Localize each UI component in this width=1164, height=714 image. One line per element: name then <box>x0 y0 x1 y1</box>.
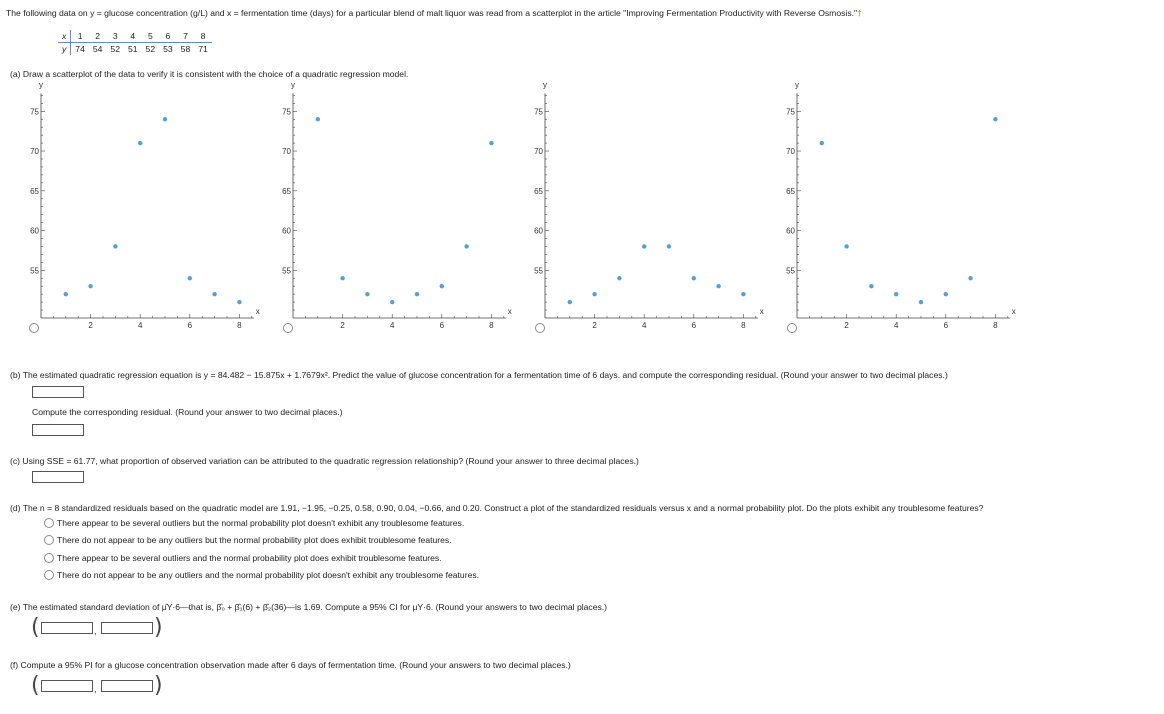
plot-option-1-radio[interactable] <box>29 323 39 333</box>
table-cell: 53 <box>163 44 173 54</box>
part-d-question: (d) The n = 8 standardized residuals based on the quadratic model are 1.91, −1.95, −0.25, 0.58, 0.90, 0.04, −0.66, and 0.20. Construct a plot of the standardized residuals versus x and a normal probability plot. Do the plots exhibit any troublesome features? <box>10 503 984 513</box>
table-cell: 74 <box>75 44 85 54</box>
plot-option-2-radio[interactable] <box>283 323 293 333</box>
table-cell: 58 <box>180 44 191 54</box>
y-tick-label: 75 <box>786 107 795 117</box>
data-point <box>390 300 394 304</box>
data-point <box>188 276 192 280</box>
y-tick-label: 55 <box>282 266 291 276</box>
data-point <box>365 292 369 296</box>
intro-sentence: The following data on y = glucose concentration (g/L) and x = fermentation time (days) for a particular blend of malt liquor was read from a scatterplot in the article "Improving Fermentation Productivity with Reverse Osmosis." <box>6 8 858 18</box>
y-tick-label: 55 <box>786 266 795 276</box>
part-b-residual-prompt: Compute the corresponding residual. (Round your answer to two decimal places.) <box>32 407 343 417</box>
y-tick-label: 75 <box>534 107 543 117</box>
x-tick-label: 4 <box>137 321 143 330</box>
y-tick-label: 60 <box>786 226 795 236</box>
scatterplot-option-1 <box>30 80 280 334</box>
ci-lower-input[interactable] <box>41 622 93 634</box>
data-point <box>919 300 923 304</box>
data-point <box>617 276 621 280</box>
table-row-x <box>58 30 212 43</box>
ci-open-paren: ( <box>31 615 40 640</box>
table-cell: 4 <box>124 30 142 43</box>
footnote-dagger: † <box>857 8 862 18</box>
y-tick-label: 60 <box>534 226 543 236</box>
table-cell: 52 <box>110 44 120 54</box>
pi-open-paren: ( <box>31 673 40 698</box>
x-axis-label: x <box>255 307 260 316</box>
data-point <box>88 284 92 288</box>
y-tick-label: 70 <box>786 147 795 157</box>
table-cell: 6 <box>159 30 177 43</box>
x-tick-label: 8 <box>489 321 494 330</box>
y-tick-label: 65 <box>30 186 39 196</box>
x-tick-label: 4 <box>641 321 647 330</box>
data-point <box>212 292 216 296</box>
table-header-x: x <box>58 30 71 43</box>
x-tick-label: 4 <box>389 321 395 330</box>
proportion-input[interactable] <box>32 471 84 483</box>
data-point <box>944 292 948 296</box>
pi-upper-input[interactable] <box>101 680 153 692</box>
pi-close-paren: ) <box>154 673 163 698</box>
data-point <box>64 292 68 296</box>
y-tick-label: 60 <box>30 226 39 236</box>
data-point <box>869 284 873 288</box>
x-tick-label: 2 <box>340 321 345 330</box>
ci-comma: , <box>94 626 97 636</box>
table-header-y: y <box>58 43 71 56</box>
part-d-option-1-label: There appear to be several outliers but the normal probability plot doesn't exhibit any troublesome features. <box>57 518 465 528</box>
part-d-option-4-label: There do not appear to be any outliers and the normal probability plot doesn't exhibit any troublesome features. <box>57 570 480 580</box>
ci-upper-input[interactable] <box>101 622 153 634</box>
data-point <box>592 292 596 296</box>
intro-text <box>6 8 862 18</box>
residual-input[interactable] <box>32 424 84 436</box>
part-d-option-2-radio[interactable] <box>44 535 54 545</box>
data-point <box>316 117 320 121</box>
data-point <box>138 141 142 145</box>
part-d-option-2-label: There do not appear to be any outliers but the normal probability plot does exhibit troublesome features. <box>57 535 452 545</box>
data-point <box>894 292 898 296</box>
y-axis-label: y <box>291 80 295 90</box>
table-cell: 3 <box>106 30 124 43</box>
x-axis-label: x <box>1011 307 1016 316</box>
table-cell: 1 <box>71 30 89 43</box>
table-row-y <box>58 43 212 56</box>
data-point <box>340 276 344 280</box>
pi-comma: , <box>94 684 97 694</box>
table-cell: 5 <box>142 30 160 43</box>
y-tick-label: 55 <box>534 266 543 276</box>
y-axis-label: y <box>543 80 547 90</box>
prediction-input[interactable] <box>32 386 84 398</box>
data-point <box>844 244 848 248</box>
pi-lower-input[interactable] <box>41 680 93 692</box>
data-point <box>692 276 696 280</box>
y-tick-label: 75 <box>282 107 291 117</box>
x-tick-label: 2 <box>844 321 849 330</box>
x-tick-label: 6 <box>187 321 193 330</box>
plot-option-4-radio[interactable] <box>787 323 797 333</box>
data-point <box>820 141 824 145</box>
x-tick-label: 2 <box>592 321 597 330</box>
part-d-option-3-label: There appear to be several outliers and the normal probability plot does exhibit troublesome features. <box>57 553 442 563</box>
x-tick-label: 4 <box>893 321 899 330</box>
y-tick-label: 70 <box>30 147 39 157</box>
plot-option-3-radio[interactable] <box>535 323 545 333</box>
y-tick-label: 75 <box>30 107 39 117</box>
data-point <box>642 244 646 248</box>
data-point <box>163 117 167 121</box>
x-tick-label: 6 <box>439 321 445 330</box>
part-d-option-1-radio[interactable] <box>44 518 54 528</box>
table-cell: 7 <box>177 30 195 43</box>
data-point <box>440 284 444 288</box>
part-d-option-4-radio[interactable] <box>44 570 54 580</box>
data-point <box>716 284 720 288</box>
data-table <box>58 30 212 55</box>
scatterplot-option-3 <box>534 80 784 334</box>
y-tick-label: 70 <box>282 147 291 157</box>
table-cell: 51 <box>127 44 138 54</box>
y-tick-label: 65 <box>534 186 543 196</box>
y-tick-label: 55 <box>30 266 39 276</box>
table-cell: 52 <box>145 44 156 54</box>
part-b-question: (b) The estimated quadratic regression equation is y = 84.482 − 15.875x + 1.7679x². Predict the value of glucose concentration for a fermentation time of 6 days. and compute the corresponding residual. (Round your answer to two decimal places.) <box>10 370 948 380</box>
data-point <box>489 141 493 145</box>
scatterplot-option-4 <box>786 80 1036 334</box>
y-axis-label: y <box>795 80 799 90</box>
data-point <box>464 244 468 248</box>
x-tick-label: 6 <box>691 321 697 330</box>
y-tick-label: 60 <box>282 226 291 236</box>
x-tick-label: 8 <box>741 321 746 330</box>
ci-close-paren: ) <box>154 615 163 640</box>
part-f-question: (f) Compute a 95% PI for a glucose concentration observation made after 6 days of fermentation time. (Round your answers to two decimal places.) <box>10 660 571 670</box>
y-tick-label: 70 <box>534 147 543 157</box>
x-tick-label: 6 <box>943 321 949 330</box>
y-tick-label: 65 <box>786 186 795 196</box>
x-axis-label: x <box>759 307 764 316</box>
table-cell: 8 <box>194 30 212 43</box>
scatterplot-option-2 <box>282 80 532 334</box>
data-point <box>667 244 671 248</box>
data-point <box>993 117 997 121</box>
data-point <box>415 292 419 296</box>
data-point <box>568 300 572 304</box>
x-tick-label: 8 <box>993 321 998 330</box>
data-point <box>968 276 972 280</box>
x-tick-label: 8 <box>237 321 242 330</box>
y-tick-label: 65 <box>282 186 291 196</box>
x-axis-label: x <box>507 307 512 316</box>
table-cell: 2 <box>89 30 107 43</box>
data-point <box>741 292 745 296</box>
part-e-question: (e) The estimated standard deviation of μ̂Y·6—that is, β̂₀ + β̂₁(6) + β̂₂(36)—is 1.69. Compute a 95% CI for μY·6. (Round your answers to two decimal places.) <box>10 602 608 612</box>
y-axis-label: y <box>39 80 43 90</box>
table-cell: 54 <box>92 44 103 54</box>
part-d-option-3-radio[interactable] <box>44 553 54 563</box>
data-point <box>237 300 241 304</box>
part-c-question: (c) Using SSE = 61.77, what proportion of observed variation can be attributed to the quadratic regression relationship? (Round your answer to three decimal places.) <box>10 456 639 466</box>
table-cell: 71 <box>198 44 208 54</box>
x-tick-label: 2 <box>88 321 93 330</box>
data-point <box>113 244 117 248</box>
part-a-question: (a) Draw a scatterplot of the data to verify it is consistent with the choice of a quadratic regression model. <box>10 69 409 79</box>
